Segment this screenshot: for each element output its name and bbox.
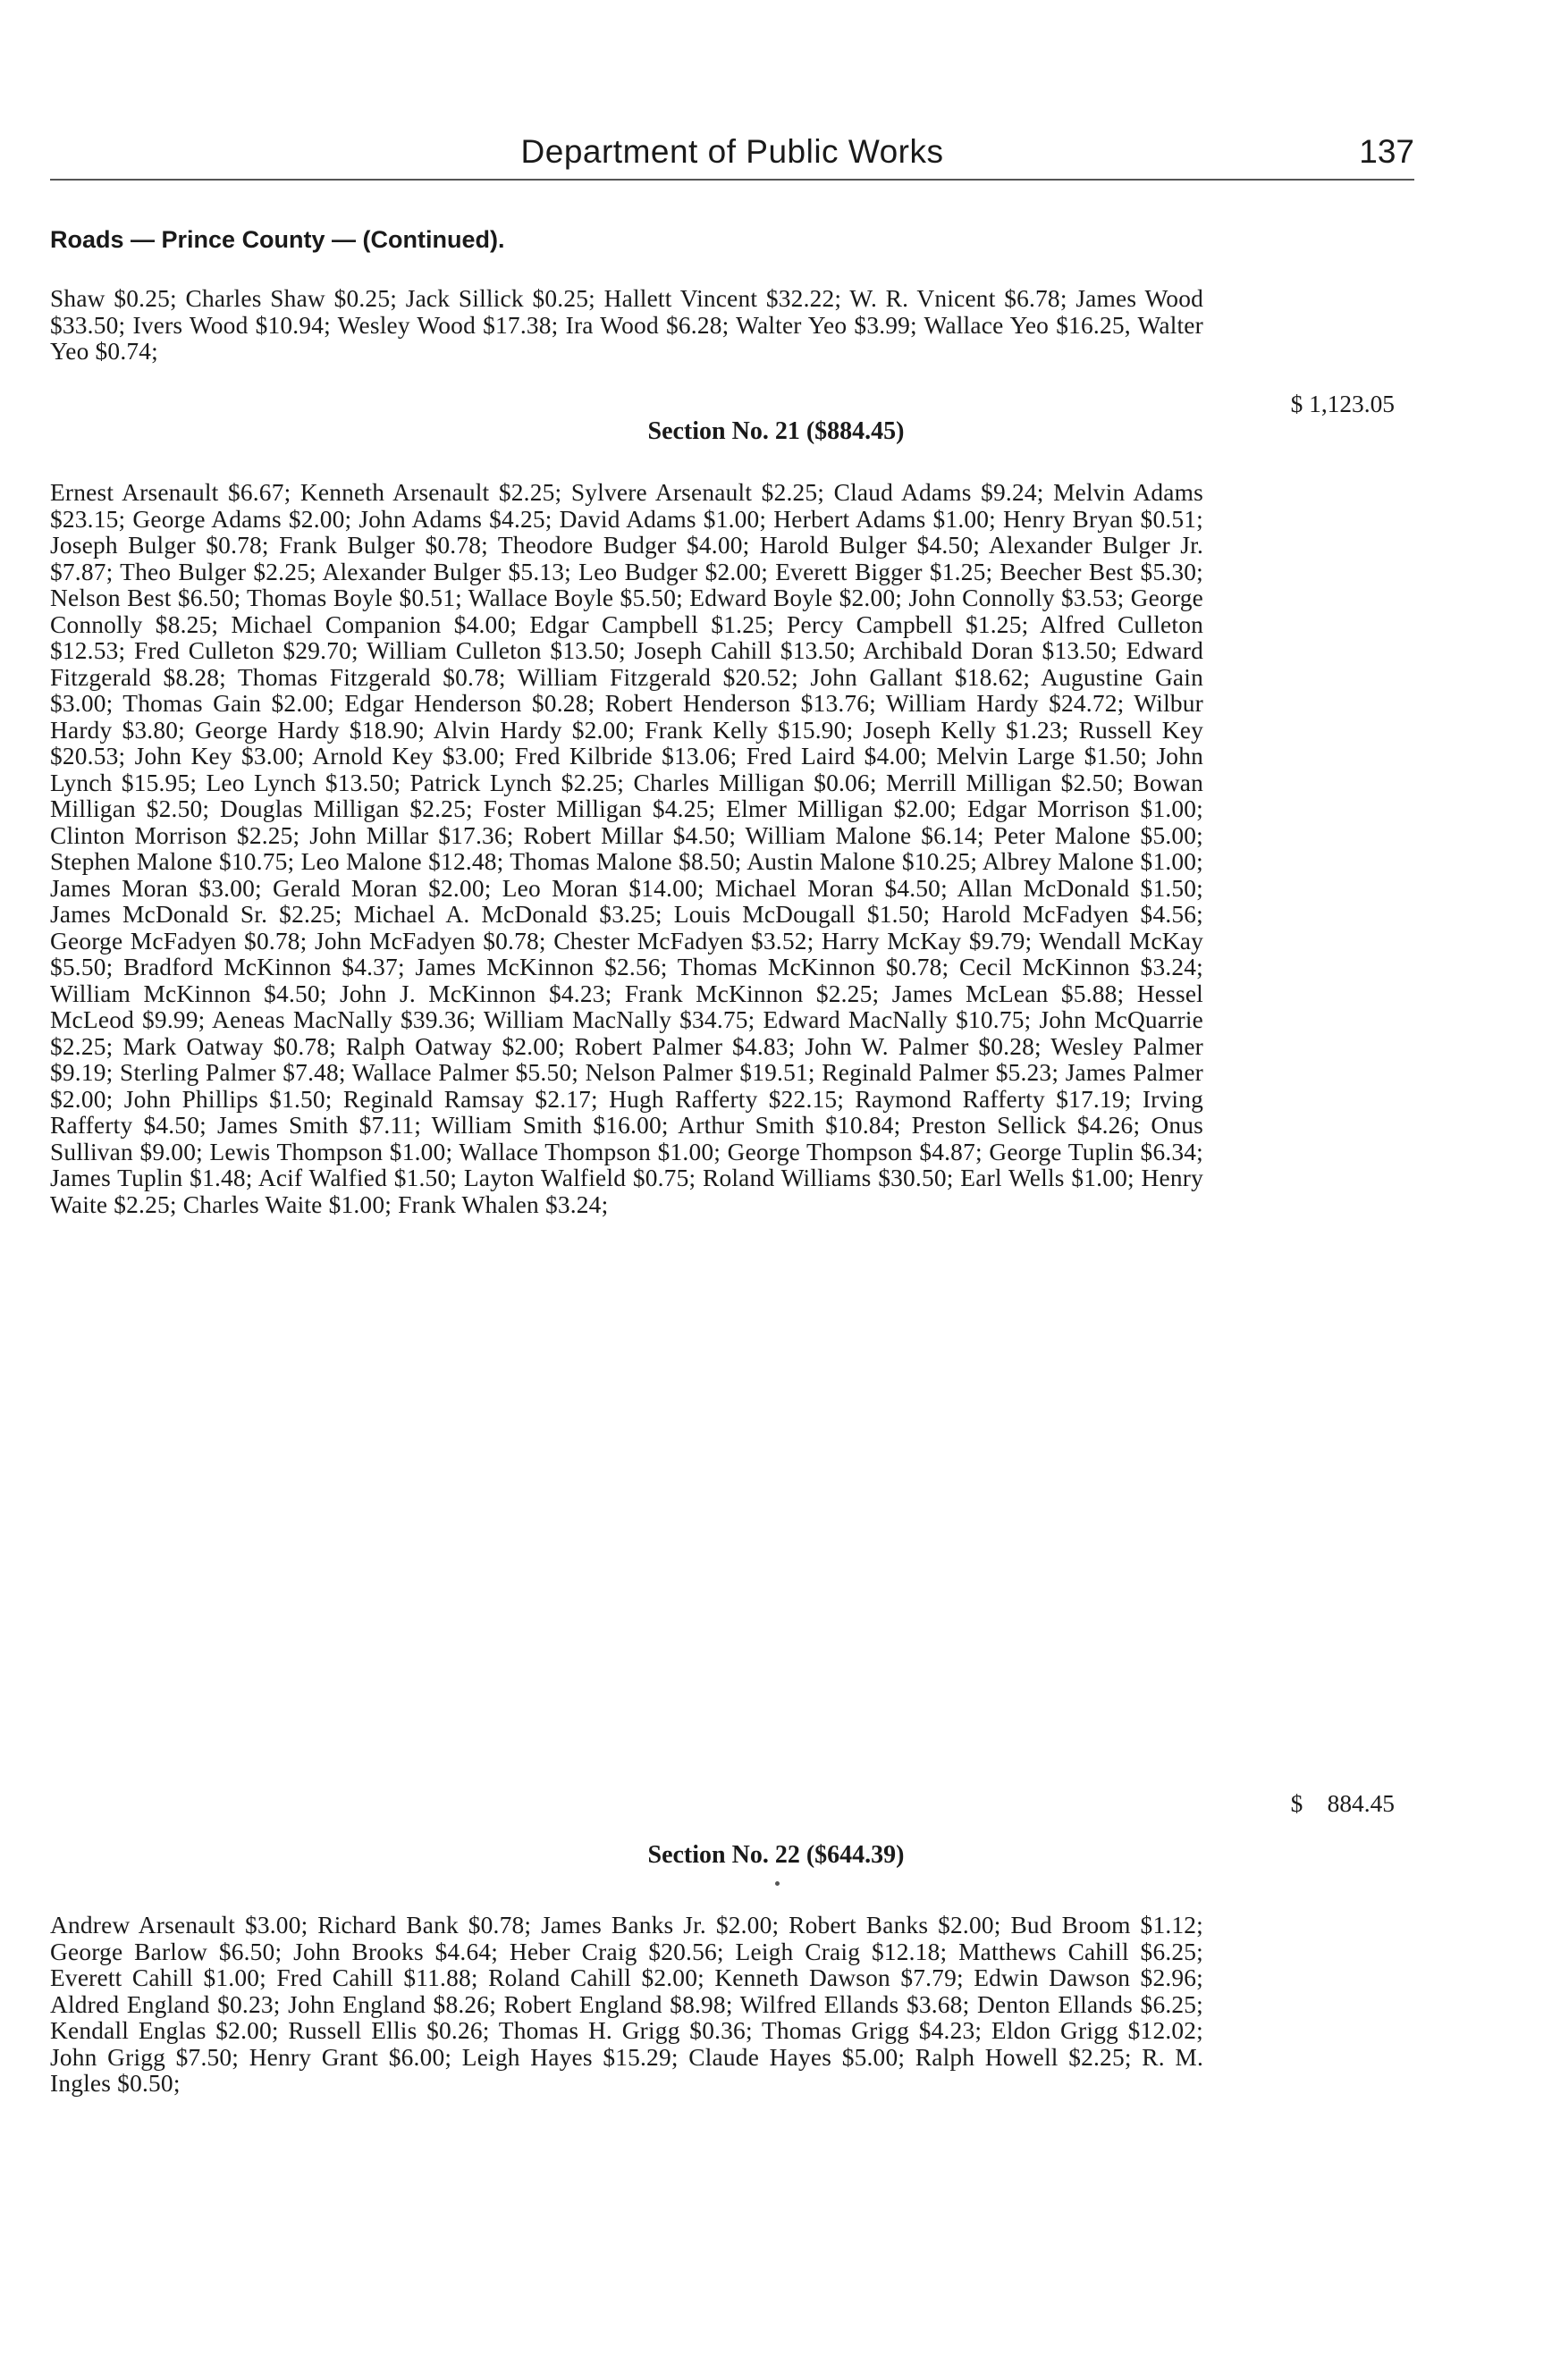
section-22-heading: Section No. 22 ($644.39) [647, 1841, 905, 1869]
section-21-heading: Section No. 21 ($884.45) [647, 417, 905, 445]
continued-paragraph: Shaw $0.25; Charles Shaw $0.25; Jack Sillick $0.25; Hallett Vincent $32.22; W. R. Vnicent $6.78; James Wood $33.50; Ivers Wood $10.94; Wesley Wood $17.38; Ira Wood $6.28; Walter Yeo $3.99; Wallace Yeo $16.25, Walter Yeo $0.74; [50, 285, 1203, 365]
ink-dot [775, 1881, 780, 1886]
section-21-total: $ 884.45 [1290, 1790, 1395, 1817]
page-title: Department of Public Works [520, 133, 944, 170]
page-number: 137 [1359, 133, 1414, 170]
section-22-paragraph: Andrew Arsenault $3.00; Richard Bank $0.78; James Banks Jr. $2.00; Robert Banks $2.00; Bud Broom $1.12; George Barlow $6.50; John Brooks $4.64; Heber Craig $20.56; Leigh Craig $12.18; Matthews Cahill $6.25; Everett Cahill $1.00; Fred Cahill $11.88; Roland Cahill $2.00; Kenneth Dawson $7.79; Edwin Dawson $2.96; Aldred England $0.23; John England $8.26; Robert England $8.98; Wilfred Ellands $3.68; Denton Ellands $6.25; Kendall Englas $2.00; Russell Ellis $0.26; Thomas H. Grigg $0.36; Thomas Grigg $4.23; Eldon Grigg $12.02; John Grigg $7.50; Henry Grant $6.00; Leigh Hayes $15.29; Claude Hayes $5.00; Ralph Howell $2.25; R. M. Ingles $0.50; [50, 1912, 1203, 2097]
section-21-paragraph: Ernest Arsenault $6.67; Kenneth Arsenault $2.25; Sylvere Arsenault $2.25; Claud Adams $9.24; Melvin Adams $23.15; George Adams $2.00; John Adams $4.25; David Adams $1.00; Herbert Adams $1.00; Henry Bryan $0.51; Joseph Bulger $0.78; Frank Bulger $0.78; Theodore Budger $4.00; Harold Bulger $4.50; Alexander Bulger Jr. $7.87; Theo Bulger $2.25; Alexander Bulger $5.13; Leo Budger $2.00; Everett Bigger $1.25; Beecher Best $5.30; Nelson Best $6.50; Thomas Boyle $0.51; Wallace Boyle $5.50; Edward Boyle $2.00; John Connolly $3.53; George Connolly $8.25; Michael Companion $4.00; Edgar Campbell $1.25; Percy Campbell $1.25; Alfred Culleton $12.53; Fred Culleton $29.70; William Culleton $13.50; Joseph Cahill $13.50; Archibald Doran $13.50; Edward Fitzgerald $8.28; Thomas Fitzgerald $0.78; William Fitzgerald $20.52; John Gallant $18.62; Augustine Gain $3.00; Thomas Gain $2.00; Edgar Henderson $0.28; Robert Henderson $13.76; William Hardy $24.72; Wilbur Hardy $3.80; George Hardy $18.90; Alvin Hardy $2.00; Frank Kelly $15.90; Joseph Kelly $1.23; Russell Key $20.53; John Key $3.00; Arnold Key $3.00; Fred Kilbride $13.06; Fred Laird $4.00; Melvin Large $1.50; John Lynch $15.95; Leo Lynch $13.50; Patrick Lynch $2.25; Charles Milligan $0.06; Merrill Milligan $2.50; Bowan Milligan $2.50; Douglas Milligan $2.25; Foster Milligan $4.25; Elmer Milligan $2.00; Edgar Morrison $1.00; Clinton Morrison $2.25; John Millar $17.36; Robert Millar $4.50; William Malone $6.14; Peter Malone $5.00; Stephen Malone $10.75; Leo Malone $12.48; Thomas Malone $8.50; Austin Malone $10.25; Albrey Malone $1.00; James Moran $3.00; Gerald Moran $2.00; Leo Moran $14.00; Michael Moran $4.50; Allan McDonald $1.50; James McDonald Sr. $2.25; Michael A. McDonald $3.25; Louis McDougall $1.50; Harold McFadyen $4.56; George McFadyen $0.78; John McFadyen $0.78; Chester McFadyen $3.52; Harry McKay $9.79; Wendall McKay $5.50; Bradford McKinnon $4.37; James McKinnon $2.56; Thomas McKinnon $0.78; Cecil McKinnon $3.24; William McKinnon $4.50; John J. McKinnon $4.23; Frank McKinnon $2.25; James McLean $5.88; Hessel McLeod $9.99; Aeneas MacNally $39.36; William MacNally $34.75; Edward MacNally $10.75; John McQuarrie $2.25; Mark Oatway $0.78; Ralph Oatway $2.00; Robert Palmer $4.83; John W. Palmer $0.28; Wesley Palmer $9.19; Sterling Palmer $7.48; Wallace Palmer $5.50; Nelson Palmer $19.51; Reginald Palmer $5.23; James Palmer $2.00; John Phillips $1.50; Reginald Ramsay $2.17; Hugh Rafferty $22.15; Raymond Rafferty $17.19; Irving Rafferty $4.50; James Smith $7.11; William Smith $16.00; Arthur Smith $10.84; Preston Sellick $4.26; Onus Sullivan $9.00; Lewis Thompson $1.00; Wallace Thompson $1.00; George Thompson $4.87; George Tuplin $6.34; James Tuplin $1.48; Acif Walfied $1.50; Layton Walfield $0.75; Roland Williams $30.50; Earl Wells $1.00; Henry Waite $2.25; Charles Waite $1.00; Frank Whalen $3.24; [50, 479, 1203, 1218]
page-header [50, 125, 1414, 181]
continued-total: $ 1,123.05 [1290, 391, 1395, 417]
section-subtitle: Roads — Prince County — (Continued). [50, 226, 505, 253]
